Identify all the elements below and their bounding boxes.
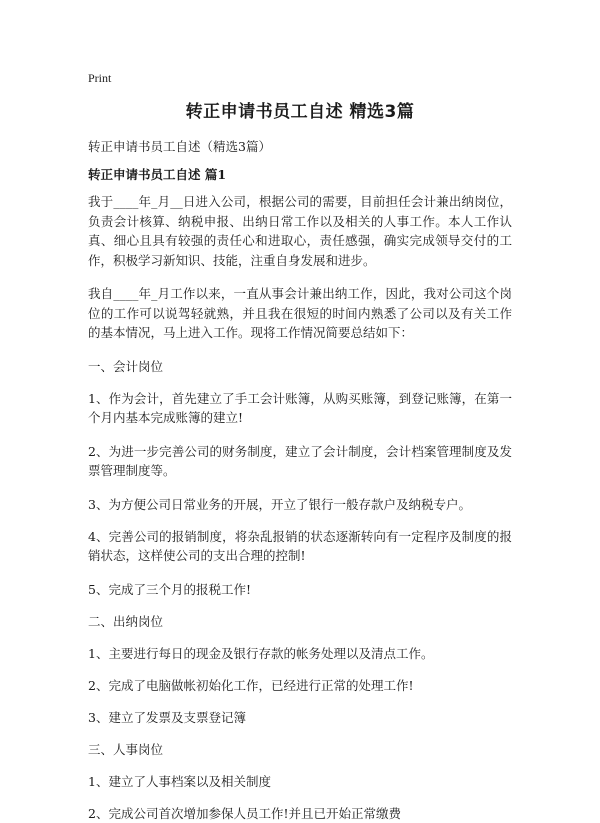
- heading-accounting: 一、会计岗位: [88, 357, 512, 377]
- paragraph-summary: 我自____年_月工作以来，一直从事会计兼出纳工作，因此，我对公司这个岗位的工作可以说驾轻就熟，并且我在很短的时间内熟悉了公司以及有关工作的基本情况，马上进入工作。现将工作情况简要总结如下：: [88, 284, 512, 343]
- list-item: 1、建立了人事档案以及相关制度: [88, 772, 512, 792]
- list-item: 1、主要进行每日的现金及银行存款的帐务处理以及清点工作。: [88, 644, 512, 664]
- list-item: 2、完成了电脑做帐初始化工作，已经进行正常的处理工作!: [88, 676, 512, 696]
- list-item: 2、为进一步完善公司的财务制度，建立了会计制度，会计档案管理制度及发票管理制度等。: [88, 442, 512, 481]
- list-item: 2、完成公司首次增加参保人员工作!并且已开始正常缴费: [88, 804, 512, 823]
- list-item: 4、完善公司的报销制度，将杂乱报销的状态逐渐转向有一定程序及制度的报销状态，这样使公司的支出合理的控制!: [88, 527, 512, 566]
- print-link[interactable]: Print: [88, 70, 512, 86]
- list-item: 3、为方便公司日常业务的开展，开立了银行一般存款户及纳税专户。: [88, 495, 512, 515]
- heading-cashier: 二、出纳岗位: [88, 612, 512, 632]
- document-subtitle: 转正申请书员工自述（精选3篇）: [88, 138, 512, 156]
- list-item: 1、作为会计，首先建立了手工会计账簿，从购买账簿，到登记账簿，在第一个月内基本完成账簿的建立!: [88, 389, 512, 428]
- list-item: 3、建立了发票及支票登记簿: [88, 708, 512, 728]
- list-item: 5、完成了三个月的报税工作!: [88, 580, 512, 600]
- section-heading: 转正申请书员工自述 篇1: [88, 166, 512, 184]
- paragraph-intro: 我于____年_月__日进入公司，根据公司的需要，目前担任会计兼出纳岗位，负责会计核算、纳税申报、出纳日常工作以及相关的人事工作。本人工作认真、细心且具有较强的责任心和进取心，责任感强，确实完成领导交付的工作，积极学习新知识、技能，注重自身发展和进步。: [88, 192, 512, 270]
- heading-hr: 三、人事岗位: [88, 740, 512, 760]
- document-title: 转正申请书员工自述 精选3篇: [88, 100, 512, 124]
